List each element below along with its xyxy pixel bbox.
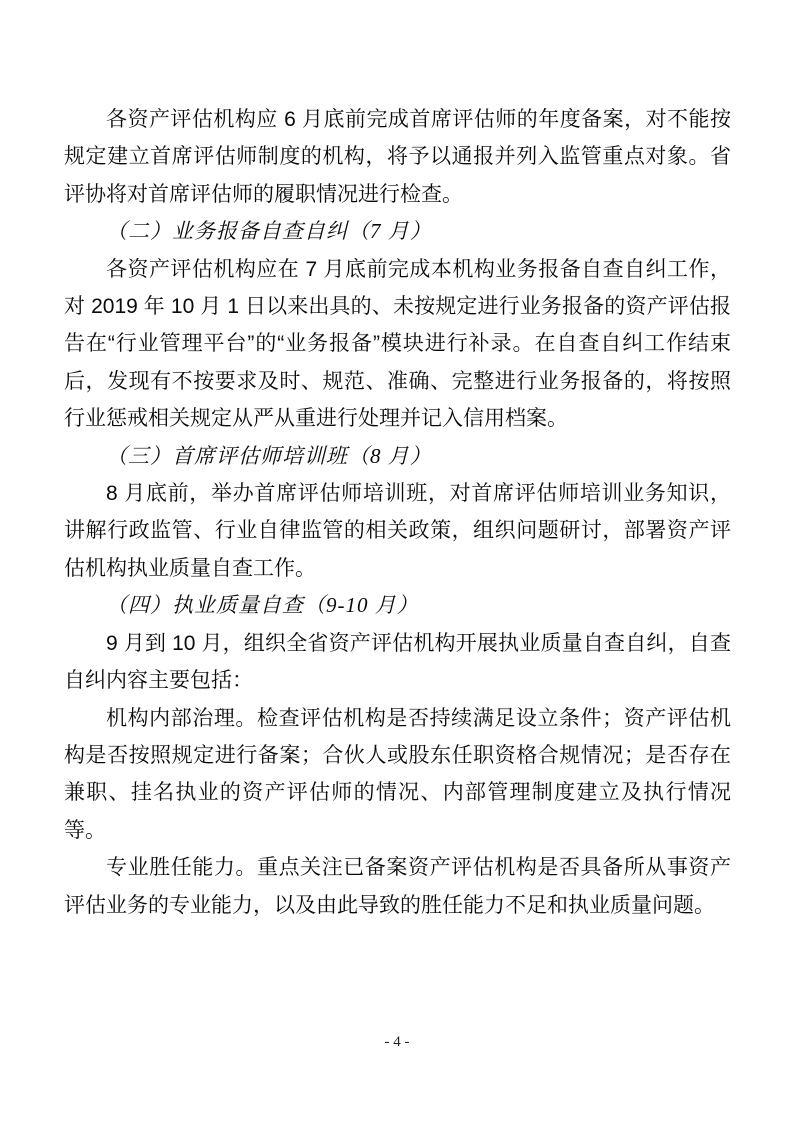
section-heading-2: （二）业务报备自查自纠（7 月）: [106, 219, 432, 244]
body-paragraph: 8 月底前，举办首席评估师培训班，对首席评估师培训业务知识，讲解行政监管、行业自律监管的相关政策，组织问题研讨，部署资产评估机构执业质量自查工作。: [64, 482, 731, 580]
body-paragraph: 专业胜任能力。重点关注已备案资产评估机构是否具备所从事资产评估业务的专业能力，以及由此导致的胜任能力不足和执业质量问题。: [64, 856, 731, 917]
document-body: [64, 101, 731, 924]
body-paragraph: 机构内部治理。检查评估机构是否持续满足设立条件；资产评估机构是否按照规定进行备案；合伙人或股东任职资格合规情况；是否存在兼职、挂名执业的资产评估师的情况、内部管理制度建立及执行情况等。: [64, 706, 731, 842]
page-number: - 4 -: [384, 1034, 410, 1050]
section-heading-3: （三）首席评估师培训班（8 月）: [106, 443, 432, 468]
body-paragraph: 各资产评估机构应 6 月底前完成首席评估师的年度备案，对不能按规定建立首席评估师制度的机构，将予以通报并列入监管重点对象。省评协将对首席评估师的履职情况进行检查。: [64, 108, 731, 206]
section-heading-4: （四）执业质量自查（9-10 月）: [106, 593, 419, 618]
body-paragraph: 各资产评估机构应在 7 月底前完成本机构业务报备自查自纠工作，对 2019 年 10 月 1 日以来出具的、未按规定进行业务报备的资产评估报告在“行业管理平台”的“业务报备”模块进行补录。在自查自纠工作结束后，发现有不按要求及时、规范、准确、完整进行业务报备的，将按照行业惩戒相关规定从严从重进行处理并记入信用档案。: [64, 257, 731, 431]
page-footer: [0, 1034, 794, 1051]
body-paragraph: 9 月到 10 月，组织全省资产评估机构开展执业质量自查自纠，自查自纠内容主要包括：: [64, 631, 731, 693]
